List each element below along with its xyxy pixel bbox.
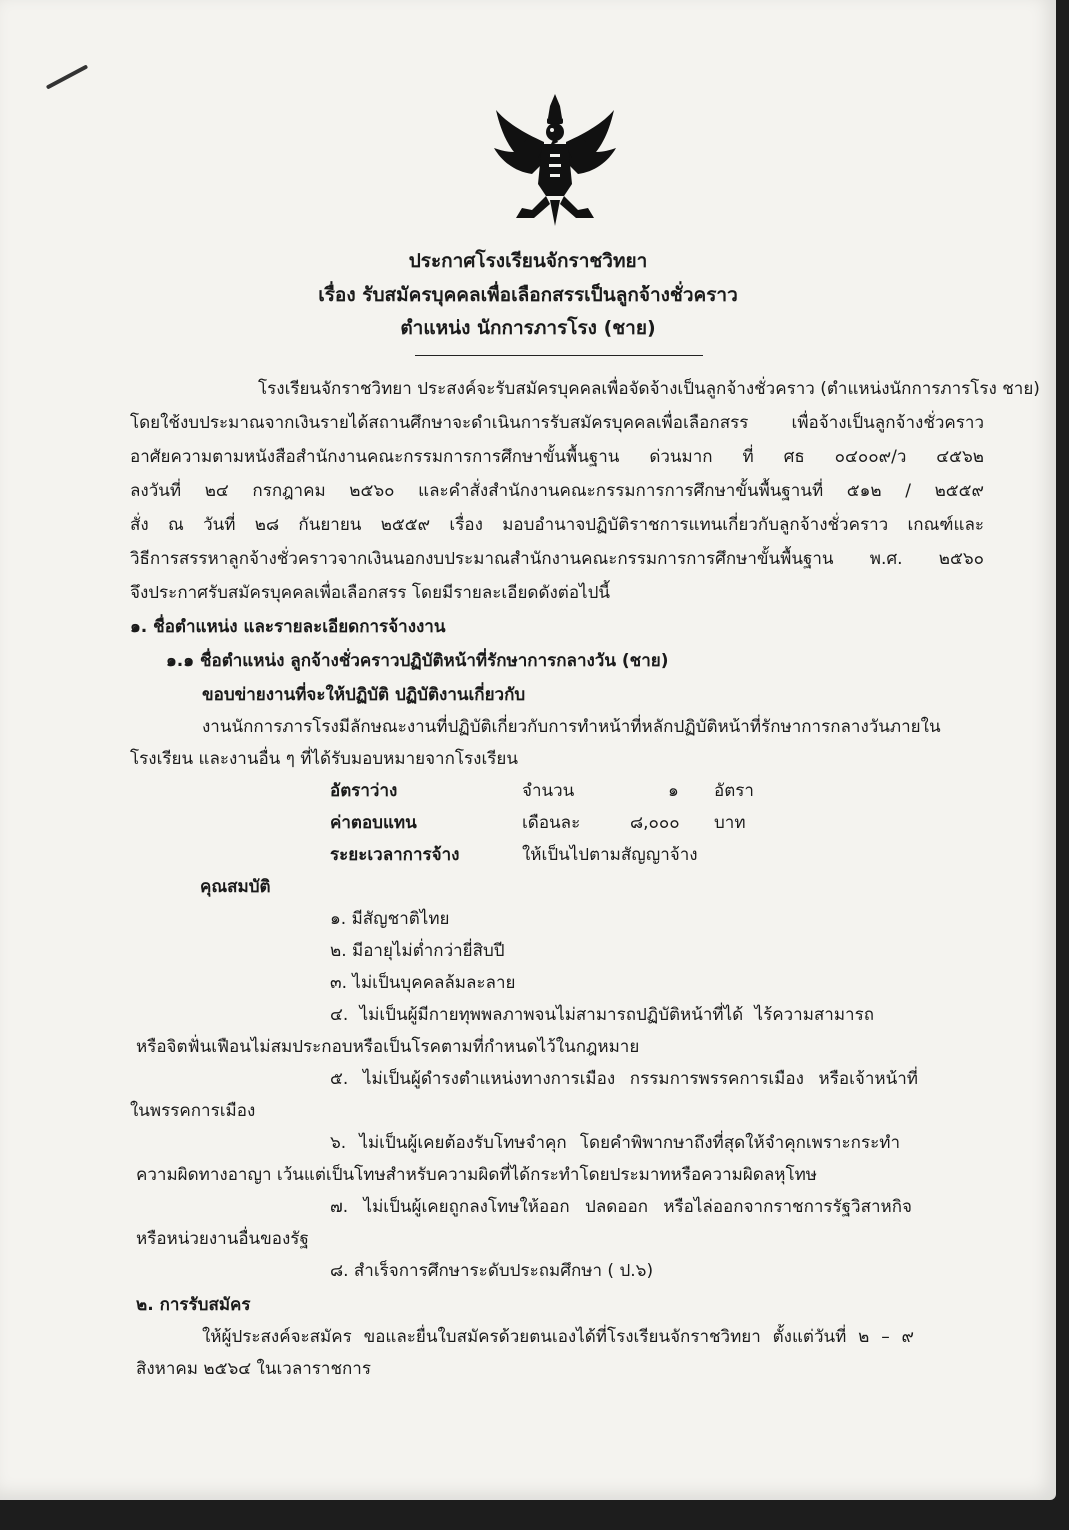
scope-text-line-2: โรงเรียน และงานอื่น ๆ ที่ได้รับมอบหมายจากโรงเรียน bbox=[130, 749, 518, 769]
vacancy-unit: อัตรา bbox=[714, 781, 754, 801]
vacancy-count: ๑ bbox=[668, 781, 679, 801]
vacancy-label: อัตราว่าง bbox=[330, 781, 398, 801]
qualifications-heading: คุณสมบัติ bbox=[200, 877, 271, 897]
qualification-item-cont: ในพรรคการเมือง bbox=[130, 1101, 256, 1121]
section-2-text-line-2: สิงหาคม ๒๕๖๔ ในเวลาราชการ bbox=[136, 1359, 371, 1379]
intro-line-3: อาศัยความตามหนังสือสำนักงานคณะกรรมการการศึกษาขั้นพื้นฐาน ด่วนมาก ที่ ศธ ๐๔๐๐๙/ว ๔๕๖๒ bbox=[130, 447, 984, 467]
section-2-heading: ๒. การรับสมัคร bbox=[136, 1295, 251, 1315]
intro-line-5: สั่ง ณ วันที่ ๒๘ กันยายน ๒๕๕๙ เรื่อง มอบอำนาจปฏิบัติราชการแทนเกี่ยวกับลูกจ้างชั่วคราว เกณฑ์และ bbox=[130, 515, 984, 535]
qualification-item-cont: ความผิดทางอาญา เว้นแต่เป็นโทษสำหรับความผิดที่ได้กระทำโดยประมาทหรือความผิดลหุโทษ bbox=[136, 1165, 818, 1185]
vacancy-word: จำนวน bbox=[522, 781, 575, 801]
announcement-title: ประกาศโรงเรียนจักราชวิทยา bbox=[408, 250, 648, 272]
section-2-text-line-1: ให้ผู้ประสงค์จะสมัคร ขอและยื่นใบสมัครด้วยตนเองได้ที่โรงเรียนจักราชวิทยา ตั้งแต่วันที่ ๒ – ๙ bbox=[202, 1327, 914, 1347]
period-value: ให้เป็นไปตามสัญญาจ้าง bbox=[522, 845, 698, 865]
scope-heading: ขอบข่ายงานที่จะให้ปฏิบัติ ปฏิบัติงานเกี่ยวกับ bbox=[202, 685, 526, 705]
announcement-subject: เรื่อง รับสมัครบุคคลเพื่อเลือกสรรเป็นลูกจ้างชั่วคราว bbox=[318, 284, 738, 306]
qualification-item: ๗. ไม่เป็นผู้เคยถูกลงโทษให้ออก ปลดออก หรือไล่ออกจากราชการรัฐวิสาหกิจ bbox=[330, 1197, 912, 1217]
intro-line-2: โดยใช้งบประมาณจากเงินรายได้สถานศึกษาจะดำเนินการรับสมัครบุคคลเพื่อเลือกสรร เพื่อจ้างเป็นลูกจ้างชั่วคราว bbox=[130, 413, 984, 433]
pay-label: ค่าตอบแทน bbox=[330, 813, 417, 833]
intro-line-4: ลงวันที่ ๒๔ กรกฎาคม ๒๕๖๐ และคำสั่งสำนักงานคณะกรรมการการศึกษาขั้นพื้นฐานที่ ๕๑๒ / ๒๕๕๙ bbox=[130, 481, 984, 501]
qualification-item: ๘. สำเร็จการศึกษาระดับประถมศึกษา ( ป.๖) bbox=[330, 1261, 654, 1281]
header-divider bbox=[415, 355, 703, 356]
qualification-item: ๒. มีอายุไม่ต่ำกว่ายี่สิบปี bbox=[330, 941, 505, 961]
qualification-item: ๔. ไม่เป็นผู้มีกายทุพพลภาพจนไม่สามารถปฏิบัติหน้าที่ได้ ไร้ความสามารถ bbox=[330, 1005, 874, 1025]
section-1-1-heading: ๑.๑ ชื่อตำแหน่ง ลูกจ้างชั่วคราวปฏิบัติหน้าที่รักษาการกลางวัน (ชาย) bbox=[166, 651, 669, 671]
qualification-item-cont: หรือหน่วยงานอื่นของรัฐ bbox=[136, 1229, 309, 1249]
intro-line-1: โรงเรียนจักราชวิทยา ประสงค์จะรับสมัครบุคคลเพื่อจัดจ้างเป็นลูกจ้างชั่วคราว (ตำแหน่งนักการภารโรง ชาย) bbox=[258, 379, 1040, 399]
pen-mark bbox=[46, 64, 88, 89]
qualification-item-cont: หรือจิตฟั่นเฟือนไม่สมประกอบหรือเป็นโรคตามที่กำหนดไว้ในกฎหมาย bbox=[136, 1037, 640, 1057]
intro-line-6: วิธีการสรรหาลูกจ้างชั่วคราวจากเงินนอกงบประมาณสำนักงานคณะกรรมการการศึกษาขั้นพื้นฐาน พ.ศ. ๒๕๖๐ bbox=[130, 549, 984, 569]
period-label: ระยะเวลาการจ้าง bbox=[330, 845, 460, 865]
section-1-heading: ๑. ชื่อตำแหน่ง และรายละเอียดการจ้างงาน bbox=[130, 617, 446, 637]
garuda-emblem-icon bbox=[492, 92, 618, 230]
qualification-item: ๕. ไม่เป็นผู้ดำรงตำแหน่งทางการเมือง กรรมการพรรคการเมือง หรือเจ้าหน้าที่ bbox=[330, 1069, 918, 1089]
pay-unit: บาท bbox=[714, 813, 746, 833]
announcement-position: ตำแหน่ง นักการภารโรง (ชาย) bbox=[400, 317, 656, 339]
pay-word: เดือนละ bbox=[522, 813, 581, 833]
qualification-item: ๑. มีสัญชาติไทย bbox=[330, 909, 450, 929]
scope-text-line-1: งานนักการภารโรงมีลักษณะงานที่ปฏิบัติเกี่ยวกับการทำหน้าที่หลักปฏิบัติหน้าที่รักษาการกลางวันภายใน bbox=[202, 717, 941, 737]
qualification-item: ๖. ไม่เป็นผู้เคยต้องรับโทษจำคุก โดยคำพิพากษาถึงที่สุดให้จำคุกเพราะกระทำ bbox=[330, 1133, 900, 1153]
intro-line-7: จึงประกาศรับสมัครบุคคลเพื่อเลือกสรร โดยมีรายละเอียดดังต่อไปนี้ bbox=[130, 583, 611, 603]
pay-amount: ๘,๐๐๐ bbox=[630, 813, 680, 833]
qualification-item: ๓. ไม่เป็นบุคคลล้มละลาย bbox=[330, 973, 516, 993]
